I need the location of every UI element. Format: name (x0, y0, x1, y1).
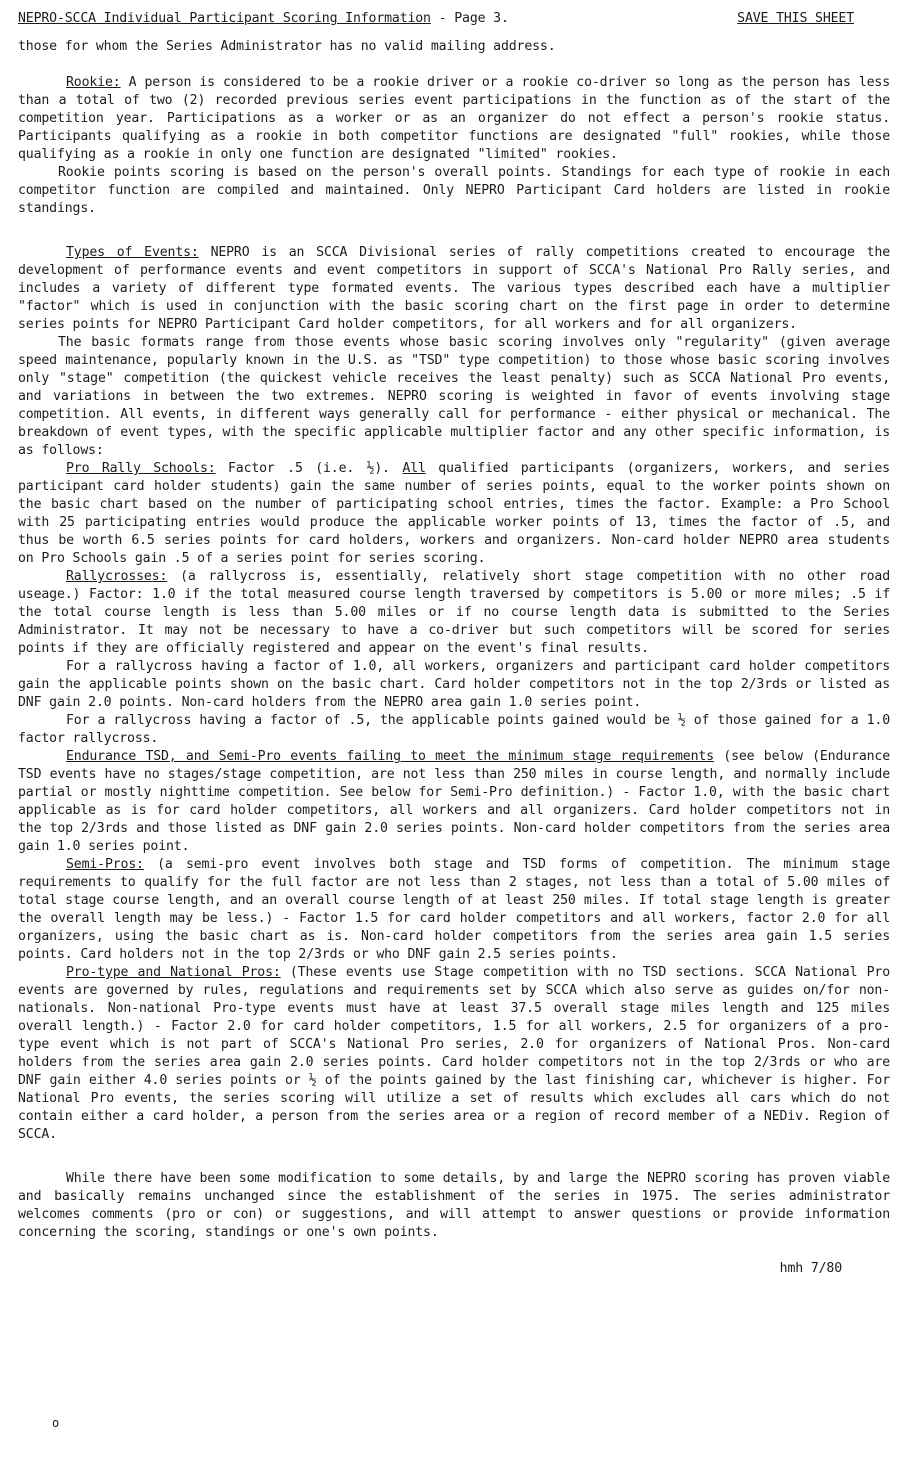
protype-label: Pro-type and National Pros: (66, 965, 281, 980)
rallycross-factor-half-paragraph: For a rallycross having a factor of .5, the applicable points gained would be ½ of those gained for a 1.0 factor rallycross. (18, 713, 890, 746)
endurance-text: (Endurance TSD events have no stages/stage competition, are not less than 250 miles in course length, and normally include partial or mostly nighttime competition. See below for Semi-Pro definition.) - Factor 1.0, with the basic chart applicable as is for card holder competitors, all workers and all organizers. Card holder competitors not in the top 2/3rds and those listed as DNF gain 2.0 series points. Non-card holder competitors from the series area gain 1.0 series point. (18, 749, 890, 854)
pro-schools-factor: Factor .5 (i.e. ½). (227, 461, 390, 476)
page-title: NEPRO-SCCA Individual Participant Scoring Information (18, 11, 431, 26)
rookie-paragraph (18, 74, 890, 164)
margin-mark: o (52, 1416, 60, 1430)
closing-paragraph: While there have been some modification to some details, by and large the NEPRO scoring has proven viable and basically remains unchanged since the establishment of the series in 1975. The series administrator welcomes comments (pro or con) or suggestions, and will attempt to answer questions or provide information concerning the scoring, standings or one's own points. (18, 1171, 890, 1240)
endurance-label: Endurance TSD, and Semi-Pro events failing to meet the minimum stage requirements (66, 749, 714, 764)
rallycross-text: (a rallycross is, essentially, relatively short stage competition with no other road useage.) Factor: 1.0 if the total measured course length traversed by competitors is 5.00 or more miles; .5 if the total course length is less than 5.00 miles or if no course length data is submitted to the Series Administrator. It may not be necessary to have a co-driver but such competitors will be scored for series points if they are officially registered and appear on the event's final results. (18, 569, 890, 656)
rookie-scoring-paragraph: Rookie points scoring is based on the person's overall points. Standings for each type of rookie in each competitor function are compiled and maintained. Only NEPRO Participant Card holders are listed in rookie standings. (18, 165, 890, 216)
endurance-paragraph (18, 748, 890, 856)
pro-schools-text: qualified participants (organizers, workers, and series participant card holder students) gain the same number of series points, equal to the worker points shown on the basic chart based on the number of participating school entries, times the factor. Example: a Pro School with 25 participating entries would produce the applicable worker points of 13, times the factor of .5, and thus be worth 6.5 series points for card holders, workers and organizers. Non-card holder NEPRO area students on Pro Schools gain .5 of a series point for series scoring. (18, 461, 890, 566)
author-initials: hmh (779, 1261, 804, 1276)
protype-paragraph (18, 964, 890, 1144)
protype-text: (These events use Stage competition with no TSD sections. SCCA National Pro events are governed by rules, regulations and requirements set by SCCA which also serve as guides on/for non-nationals. Non-national Pro-type events must have at least 37.5 overall stage miles length and 125 miles overall length.) - Factor 2.0 for card holder competitors, 1.5 for all workers, 2.5 for organizers of a pro-type event which is not part of SCCA's National Pro series, 2.0 for organizers of National Pros. Non-card holders from the series area gain 2.0 series points. Card holder competitors not in the top 2/3rds or who are DNF gain either 4.0 series points or ½ of the points gained by the last finishing car, whichever is higher. For National Pro events, the series scoring will utilize a set of results which excludes all cars which do not contain either a card holder, a person from the series area or a region of record member of a NEDiv. Region of SCCA. (18, 965, 890, 1142)
document-date: 7/80 (810, 1261, 842, 1276)
rookie-label: Rookie: (66, 75, 121, 90)
save-notice: SAVE THIS SHEET (737, 11, 854, 26)
rallycross-factor-one-paragraph: For a rallycross having a factor of 1.0, all workers, organizers and participant card holder competitors gain the applicable points shown on the basic chart. Card holder competitors not in the top 2/3rds or listed as DNF gain 2.0 points. Non-card holders from the NEPRO area gain 1.0 series point. (18, 659, 890, 710)
pro-schools-all: All (402, 461, 426, 476)
endurance-label-tail: (see below (723, 749, 803, 764)
semipro-paragraph (18, 856, 890, 964)
pro-schools-label: Pro Rally Schools: (66, 461, 216, 476)
page-header (18, 10, 890, 28)
pro-schools-paragraph (18, 460, 890, 568)
basic-formats-paragraph: The basic formats range from those events whose basic scoring involves only "regularity" (given average speed maintenance, popularly known in the U.S. as "TSD" type competition) to those whose basic scoring involves only "stage" competition (the quickest vehicle receives the least penalty) such as SCCA National Pro events, and variations in between the two extremes. NEPRO scoring is weighted in favor of events involving stage competition. All events, in different ways generally call for performance - either physical or mechanical. The breakdown of event types, with the specific applicable multiplier factor and any other specific information, is as follows: (18, 335, 890, 458)
rallycross-paragraph (18, 568, 890, 658)
event-types-paragraph (18, 244, 890, 334)
semipro-label: Semi-Pros: (66, 857, 144, 872)
rookie-text: A person is considered to be a rookie driver or a rookie co-driver so long as the person has less than a total of two (2) recorded previous series event participations in the function as of the start of the competition year. Participations as a worker or as an organizer do not effect a person's rookie status. Participants qualifying as a rookie in both competitor functions are designated "full" rookies, while those qualifying as a rookie in only one function are designated "limited" rookies. (18, 75, 890, 162)
header-left (18, 10, 509, 28)
page-number: - Page 3. (438, 11, 509, 26)
rallycross-label: Rallycrosses: (66, 569, 168, 584)
semipro-text: (a semi-pro event involves both stage and TSD forms of competition. The minimum stage requirements to qualify for the full factor are not less than 2 stages, not less than a total of 5.00 miles of total stage course length, and an overall course length of at least 250 miles. If total stage length is greater the overall length may be less.) - Factor 1.5 for card holder competitors and all workers, factor 2.0 for all organizers, using the basic chart as is. Non-card holder competitors from the series area gain 1.5 series points. Card holders not in the top 2/3rds or who DNF gain 2.5 series points. (18, 857, 890, 962)
page-footer (18, 1260, 890, 1278)
event-types-text: NEPRO is an SCCA Divisional series of rally competitions created to encourage the development of performance events and event competitors in support of SCCA's National Pro Rally series, and includes a variety of different type formated events. The various types described each have a multiplier "factor" which is used in conjunction with the basic scoring chart on the first page in order to determine series points for NEPRO Participant Card holder competitors, for all workers and for all organizers. (18, 245, 890, 332)
document-page (18, 10, 890, 1278)
event-types-label: Types of Events: (66, 245, 199, 260)
intro-paragraph: those for whom the Series Administrator has no valid mailing address. (18, 39, 556, 54)
